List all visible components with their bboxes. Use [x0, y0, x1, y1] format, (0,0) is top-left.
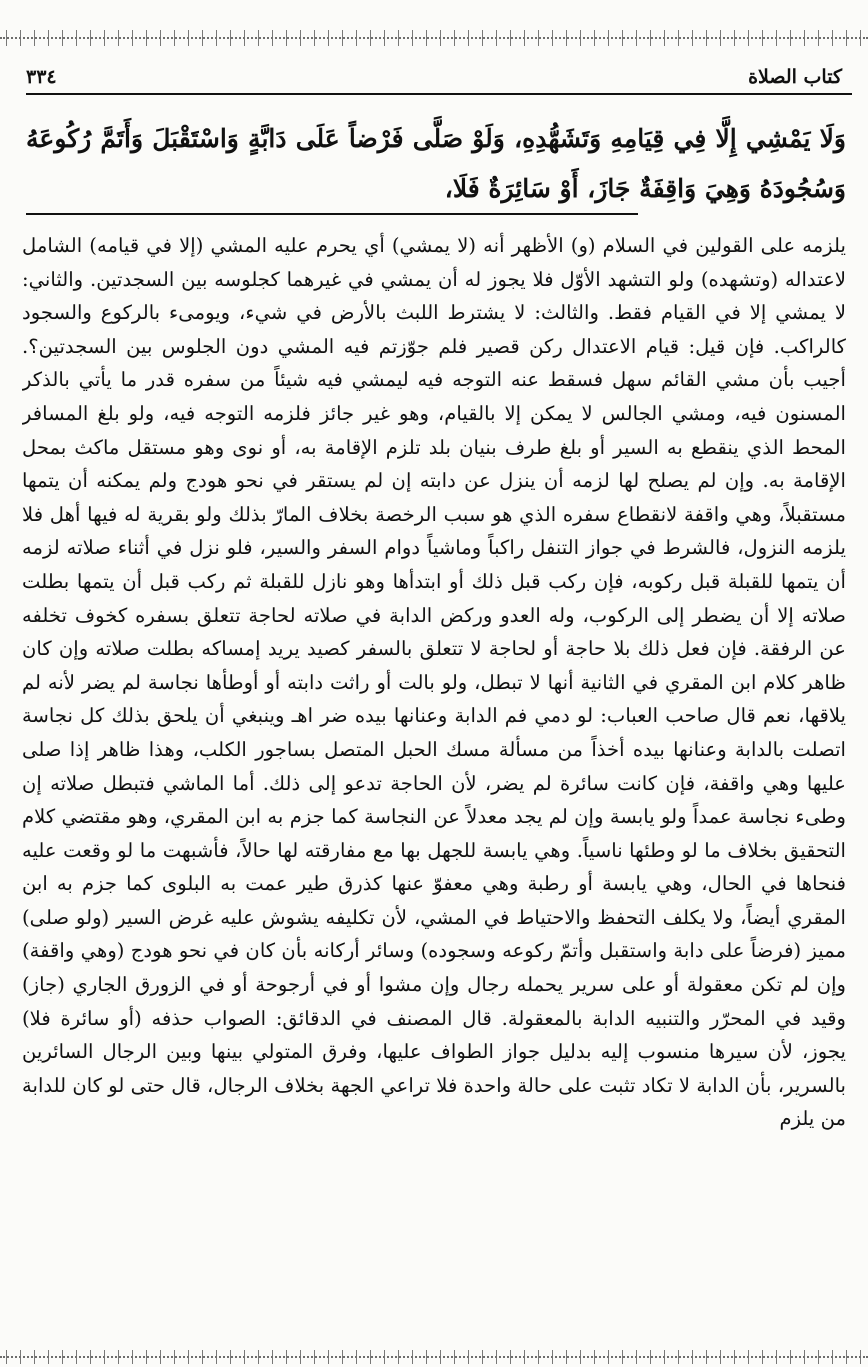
commentary-paragraph: يلزمه على القولين في السلام (و) الأظهر أنه (لا يمشي) أي يحرم عليه المشي (إلا في قيامه) الشامل لاعتداله (وتشهده) ولو التشهد الأوّل فلا يجوز له أن يمشي في غيرهما كجلوسه بين السجدتين. والثاني: لا يمشي إلا في القيام فقط. والثالث: لا يشترط اللبث بالأرض في شيء، ويومىء بالركوع والسجود كالراكب. فإن قيل: قيام الاعتدال ركن قصير فلم جوّزتم فيه المشي دون الجلوس بين السجدتين؟. أجيب بأن مشي القائم سهل فسقط عنه التوجه فيه ليمشي فيه شيئاً من سفره قدر ما يأتي بالذكر المسنون فيه، ومشي الجالس لا يمكن إلا بالقيام، وهو غير جائز فلزمه التوجه فيه، ولو بلغ المسافر المحط الذي ينقطع به السير أو بلغ طرف بنيان بلد تلزم الإقامة به، أو نوى وهو مستقل ماكث بمحل الإقامة به. وإن لم يصلح لها لزمه أن ينزل عن دابته إن لم يستقر في نحو هودج ولم يمكنه أن يتمها مستقبلاً، وهي واقفة لانقطاع سفره الذي هو سبب الرخصة بخلاف المارّ بذلك ولو بقرية له فيها أهل فلا يلزمه النزول، فالشرط في جواز التنفل راكباً وماشياً دوام السفر والسير، فلو نزل في أثناء صلاته لزمه أن يتمها للقبلة قبل ركوبه، فإن ركب قبل ذلك أو ابتدأها وهو نازل للقبلة ثم ركب قبل أن يتمها بطلت صلاته إلا أن يضطر إلى الركوب، وله العدو وركض الدابة في صلاته لحاجة تتعلق بسفره كخوف تخلفه عن الرفقة. فإن فعل ذلك بلا حاجة أو لحاجة لا تتعلق بالسفر كصيد يريد إمساكه بطلت صلاته وإن كان ظاهر كلام ابن المقري في الثانية أنها لا تبطل، ولو بالت أو راثت دابته أو أوطأها نجاسة لم يضر لأنه لم يلاقها، نعم قال صاحب العباب: لو دمي فم الدابة وعنانها بيده ضر اهـ وينبغي أن يلحق بذلك كل نجاسة اتصلت بالدابة وعنانها بيده أخذاً من مسألة مسك الحبل المتصل بساجور الكلب، وهذا ظاهر إذا صلى عليها وهي واقفة، فإن كانت سائرة لم يضر، لأن الحاجة تدعو إلى ذلك. أما الماشي فتبطل صلاته إن وطىء نجاسة عمداً ولو يابسة وإن لم يجد معدلاً عن النجاسة كما جزم به ابن المقري، وهو مقتضي كلام التحقيق بخلاف ما لو وطئها ناسياً. وهي يابسة للجهل بها مع مفارقته لها حالاً، فأشبهت ما لو وقعت عليه فنحاها في الحال، وهي يابسة أو رطبة وهي معفوّ عنها كذرق طير عمت به البلوى كما جزم به ابن المقري أيضاً، ولا يكلف التحفظ والاحتياط في المشي، لأن تكليفه يشوش عليه غرض السير (ولو صلى) مميز (فرضاً على دابة واستقبل وأتمّ ركوعه وسجوده) وسائر أركانه بأن كان في نحو هودج (وهي واقفة) وإن لم تكن معقولة أو على سرير يحمله رجال وإن مشوا أو في أرجوحة أو في الزورق الجاري (جاز) وقيد في المحرّر والتنبيه الدابة بالمعقولة. قال المصنف في الدقائق: الصواب حذفه (أو سائرة فلا) يجوز، لأن سيرها منسوب إليه بدليل جواز الطواف عليها، وفرق المتولي بينها وبين الرجال السائرين بالسرير، بأن الدابة لا تكاد تثبت على حالة واحدة فلا تراعي الجهة بخلاف الرجال، قال حتى لو كان للدابة من يلزم [22, 234, 846, 1131]
header-rule [26, 93, 852, 95]
matn-separator-rule [26, 213, 638, 215]
matn-text: وَلَا يَمْشِي إِلَّا فِي قِيَامِهِ وَتَشَهُّدِهِ، وَلَوْ صَلَّى فَرْضاً عَلَى دَابَّةٍ وَاسْتَقْبَلَ وَأَتَمَّ رُكُوعَهُ وَسُجُودَهُ وَهِيَ وَاقِفَةٌ جَازَ، أَوْ سَائِرَةٌ فَلَا، [26, 124, 846, 203]
page-number: ٣٣٤ [26, 66, 57, 88]
commentary-text [22, 229, 846, 1339]
top-ornamental-border [0, 30, 868, 46]
running-title: كتاب الصلاة [748, 66, 842, 88]
page-header [26, 58, 842, 88]
bottom-ornamental-border [0, 1350, 868, 1364]
